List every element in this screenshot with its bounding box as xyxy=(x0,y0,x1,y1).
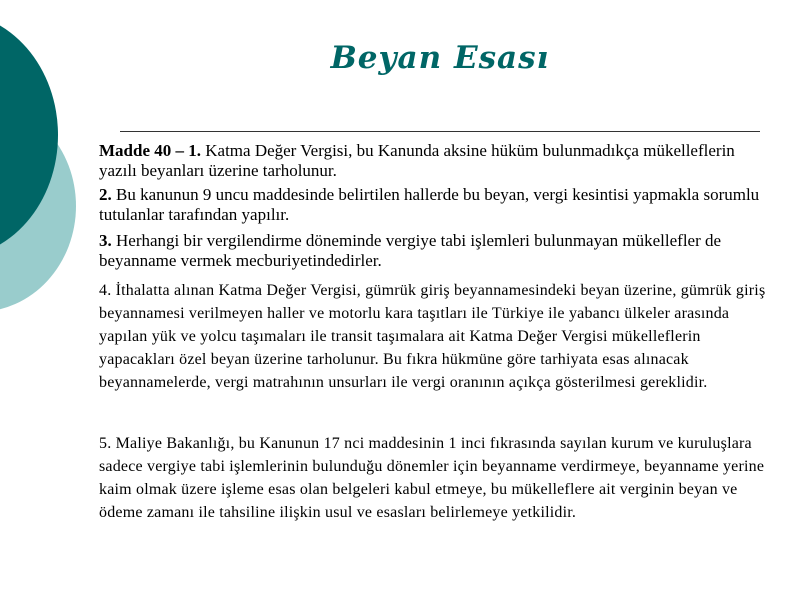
paragraph-3 xyxy=(99,231,769,271)
paragraph-2-text: Bu kanunun 9 uncu maddesinde belirtilen hallerde bu beyan, vergi kesintisi yapmakla sorumlu tutulanlar tarafından yapılır. xyxy=(99,185,760,224)
paragraph-2-lead: 2. xyxy=(99,185,112,204)
paragraph-3-text: Herhangi bir vergilendirme döneminde vergiye tabi işlemleri bulunmayan mükellefler de beyanname vermek mecburiyetindedirler. xyxy=(99,231,722,270)
paragraph-1-text: Katma Değer Vergisi, bu Kanunda aksine hüküm bulunmadıkça mükelleflerin yazılı beyanları üzerine tarholunur. xyxy=(99,141,735,180)
paragraph-1 xyxy=(99,141,769,181)
slide-title: Beyan Esası xyxy=(330,40,550,76)
paragraph-3-lead: 3. xyxy=(99,231,112,250)
title-divider xyxy=(120,131,760,132)
paragraph-2 xyxy=(99,185,769,225)
paragraph-4: 4. İthalatta alınan Katma Değer Vergisi, gümrük giriş beyannamesindeki beyan üzerine, gümrük giriş beyannamesi verilmeyen haller ve motorlu kara taşıtları ile Türkiye ile yabancı ülkeler arasında yapılan yük ve yolcu taşımaları ile transit taşımalara ait Katma Değer Vergisi mükelleflerin yapacakları özel beyan üzerine tarholunur. Bu fıkra hükmüne göre tarhiyata esas alınacak beyannamelerde, vergi matrahının unsurları ile vergi oranının açıkça gösterilmesi gereklidir. xyxy=(99,282,766,391)
paragraph-1-lead: Madde 40 – 1. xyxy=(99,141,201,160)
paragraph-5: 5. Maliye Bakanlığı, bu Kanunun 17 nci maddesinin 1 inci fıkrasında sayılan kurum ve kuruluşlara sadece vergiye tabi işlemlerinin bulunduğu dönemler için beyanname verdirmeye, beyanname yerine kaim olmak üzere işleme esas olan belgeleri kabul etmeye, bu mükelleflere ait verginin beyan ve ödeme zamanı ile tahsiline ilişkin usul ve esasları belirlemeye yetkilidir. xyxy=(99,435,765,521)
